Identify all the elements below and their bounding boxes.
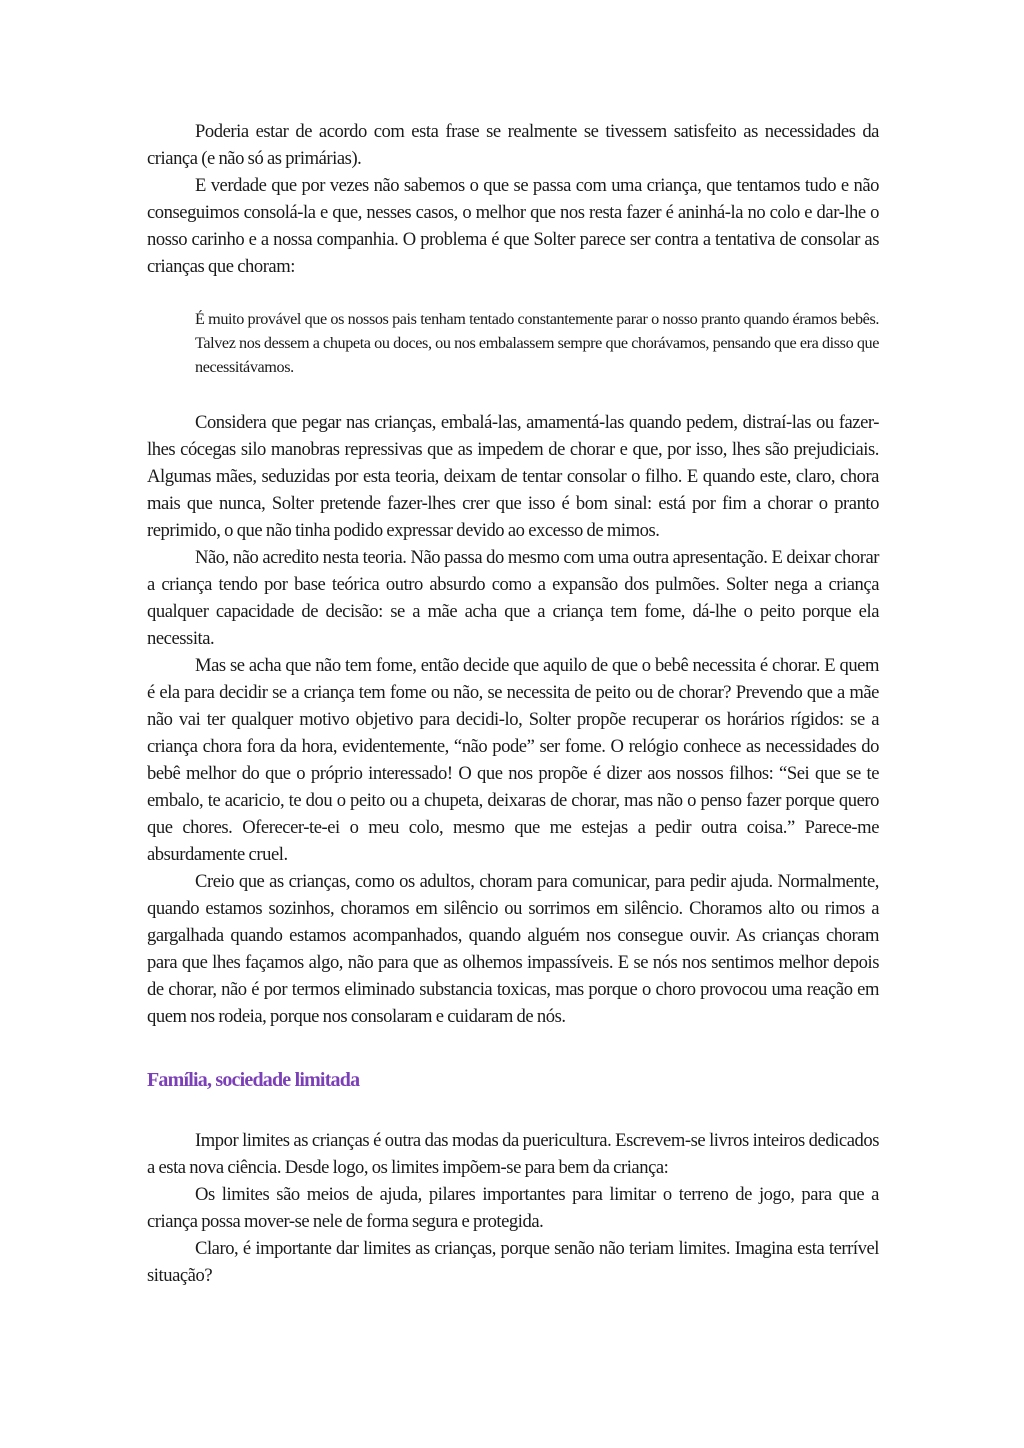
- body-text-top: [147, 118, 879, 280]
- paragraph: Mas se acha que não tem fome, então decide que aquilo de que o bebê necessita é chorar. E quem é ela para decidir se a criança tem fome ou não, se necessita de peito ou de chorar? Prevendo que a mãe não vai ter qualquer motivo objetivo para decidi-lo, Solter propõe recuperar os horários rígidos: se a criança chora fora da hora, evidentemente, “não pode” ser fome. O relógio conhece as necessidades do bebê melhor do que o próprio interessado! O que nos propõe é dizer aos nossos filhos: “Sei que se te embalo, te acaricio, te dou o peito ou a chupeta, deixaras de chorar, mas não o penso fazer porque quero que chores. Oferecer-te-ei o meu colo, mesmo que me estejas a pedir outra coisa.” Parece-me absurdamente cruel.: [147, 655, 879, 865]
- paragraph: Impor limites as crianças é outra das modas da puericultura. Escrevem-se livros inteiros dedicados a esta nova ciência. Desde logo, os limites impõem-se para bem da criança:: [147, 1130, 879, 1178]
- quote-text: É muito provável que os nossos pais tenham tentado constantemente parar o nosso pranto quando éramos bebês. Talvez nos dessem a chupeta ou doces, ou nos embalassem sempre que chorávamos, pensando que era disso que necessitávamos.: [195, 310, 879, 376]
- paragraph: E verdade que por vezes não sabemos o que se passa com uma criança, que tentamos tudo e não conseguimos consolá-la e que, nesses casos, o melhor que nos resta fazer é aninhá-la no colo e dar-lhe o nosso carinho e a nossa companhia. O problema é que Solter parece ser contra a tentativa de consolar as crianças que choram:: [147, 175, 879, 277]
- paragraph: Poderia estar de acordo com esta frase se realmente se tivessem satisfeito as necessidades da criança (e não só as primárias).: [147, 121, 879, 169]
- paragraph: Não, não acredito nesta teoria. Não passa do mesmo com uma outra apresentação. E deixar chorar a criança tendo por base teórica outro absurdo como a expansão dos pulmões. Solter nega a criança qualquer capacidade de decisão: se a mãe acha que a criança tem fome, dá-lhe o peito porque ela necessita.: [147, 547, 879, 649]
- block-quote: [195, 307, 879, 379]
- paragraph: Os limites são meios de ajuda, pilares importantes para limitar o terreno de jogo, para que a criança possa mover-se nele de forma segura e protegida.: [147, 1184, 879, 1232]
- paragraph: Claro, é importante dar limites as crianças, porque senão não teriam limites. Imagina esta terrível situação?: [147, 1238, 879, 1286]
- paragraph: Considera que pegar nas crianças, embalá-las, amamentá-las quando pedem, distraí-las ou fazer-lhes cócegas silo manobras repressivas que as impedem de chorar e que, por isso, lhes são prejudiciais. Algumas mães, seduzidas por esta teoria, deixam de tentar consolar o filho. E quando este, claro, chora mais que nunca, Solter pretende fazer-lhes crer que isso é bom sinal: está por fim a chorar o pranto reprimido, o que não tinha podido expressar devido ao excesso de mimos.: [147, 412, 879, 541]
- body-text-bottom: [147, 1127, 879, 1289]
- section-heading: Família, sociedade limitada: [147, 1069, 360, 1091]
- paragraph: Creio que as crianças, como os adultos, choram para comunicar, para pedir ajuda. Normalmente, quando estamos sozinhos, choramos em silêncio ou sorrimos em silêncio. Choramos alto ou rimos a gargalhada quando estamos acompanhados, quando alguém nos consegue ouvir. As crianças choram para que lhes façamos algo, não para que as olhemos impassíveis. E se nós nos sentimos melhor depois de chorar, não é por termos eliminado substancia toxicas, mas porque o choro provocou uma reação em quem nos rodeia, porque nos consolaram e cuidaram de nós.: [147, 871, 879, 1027]
- body-text-middle: [147, 409, 879, 1030]
